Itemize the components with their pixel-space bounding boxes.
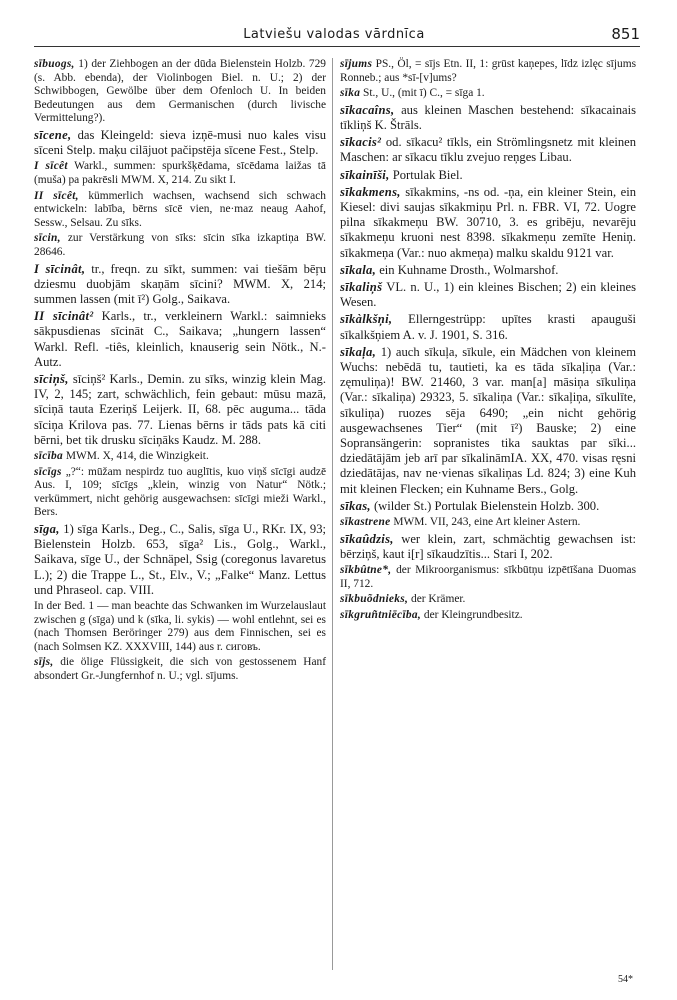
entry-headword: sīkaļa, (340, 344, 377, 359)
entry-headword: sīkbûtne*, (340, 564, 392, 577)
entry-definition: zur Verstärkung von sīks: sīcin sīka izkaptiņa BW. 28646. (34, 232, 326, 258)
entry-headword: sīcīgs (34, 465, 62, 478)
entry-definition: der Krämer. (408, 593, 466, 606)
dictionary-entry (340, 58, 636, 85)
dictionary-entry (34, 262, 326, 308)
entry-definition: das Kleingeld: sieva izņē-musi nuo kales visu sīceni Stelp. maķu cilājuot pačipstēja sīcene Fest., Stelp. (34, 127, 326, 158)
entry-definition: der Kleingrundbesitz. (421, 608, 523, 621)
left-column (34, 58, 326, 686)
entry-headword: sīkaliņš (340, 280, 383, 295)
header-rule (34, 46, 640, 47)
entry-headword: sījs, (34, 656, 54, 669)
entry-headword: sīkàlkšņi, (340, 312, 393, 327)
dictionary-entry (340, 345, 636, 497)
dictionary-entry (340, 103, 636, 133)
dictionary-entry (34, 309, 326, 370)
dictionary-entry (34, 232, 326, 259)
entry-definition: In der Bed. 1 — man beachte das Schwanken im Wurzelauslaut zwischen g (sīga) und k (sīka, li. sykis) — wohl entlehnt, sei es (nach Thomsen Beröringer 279) aus dem Finnischen, sei es (nach Solmsen KZ. XXXVIII, 144) aus r. сиговъ. (34, 599, 326, 653)
dictionary-entry (340, 609, 636, 623)
entry-headword: sīkacis² (340, 135, 382, 150)
right-column (340, 58, 636, 624)
entry-definition: Warkl., summen: spurkšķēdama, sīcēdama laižas tā (muša) pa pakrēsli MWM. X, 214. Zu sikt I. (34, 160, 326, 186)
dictionary-entry (34, 58, 326, 126)
entry-definition: 1) auch sīkuļa, sīkule, ein Mädchen von kleinem Wuchs: nebēdā tu, tautieti, ka es tāda sīkaļiņa (Var.: zęmuliņa)! BW. 21460, 3 var. man[a] māsiņa sīkuliņa (Var.: sīkaliņa) 29323, 5. sīkaliņa (Var.: sīkaļiņa, sīkulīte, sīkuliņa) ruozes sēja 6490; „ein nicht gehörig ausgewachsenes Tier“ (mit ī²) Bauske; 2) eine Sopransängerin: sopranistes tika sauktas par sīki... dziedātājām jeb arī par sīkalināmIA. XX, 470. visas ręsni dziedātājas, nav ne·vienas sīkaliņas Ld. 824; 3) eine Kuh mit kleinen Flecken; ein Kuhname Bers., Golg. (340, 344, 636, 496)
dictionary-entry (34, 466, 326, 520)
dictionary-entry (34, 160, 326, 187)
entry-definition: „?“: mūžam nespirdz tuo auglītis, kuo viņš sīcīgi audzē Aus. I, 109; sīcīgs „klein, winzig von Natur“ Nötk.; verkümmert, nicht gehörig ausgewachsen: sīcīgi mieži Warkl., Bers. (34, 465, 326, 519)
dictionary-entry (340, 499, 636, 514)
entry-definition: sīciņš² Karls., Demin. zu sīks, winzig klein Mag. IV, 2, 145; zart, schwächlich, fein gebaut: mūsu mazā, sīciņā tauta Ezeriņš Leijerk. II, 68. pēc auguma... tāda sīciņa Krilova pas. 77. Lienas bērns ir tāds pats kā citi bērni, bet tik drusku sīciņāks Kaudz. M. 288. (34, 371, 326, 447)
entry-headword: I sīcêt (34, 160, 68, 173)
dictionary-entry (34, 128, 326, 158)
column-divider (332, 58, 333, 970)
entry-definition: (wilder St.) Portulak Bielenstein Holzb. 300. (370, 498, 600, 513)
entry-headword: sījums (340, 58, 373, 70)
entry-headword: sīkastrene (340, 516, 391, 529)
entry-definition: aus kleinen Maschen bestehend: sīkacainais tīkliņš K. Štrāls. (340, 102, 636, 132)
page-number: 851 (611, 25, 640, 43)
entry-definition: od. sīkacu² tīkls, ein Strömlingsnetz mit kleinen Maschen: ar sīkacu tīklu zvejuo reņges Libau. (340, 135, 636, 165)
dictionary-entry (34, 190, 326, 231)
dictionary-entry (340, 263, 636, 278)
dictionary-entry (34, 522, 326, 598)
entry-definition: ein Kuhname Drosth., Wolmarshof. (376, 262, 559, 277)
dictionary-entry (34, 450, 326, 464)
dictionary-entry (340, 135, 636, 165)
dictionary-entry (34, 600, 326, 654)
entry-definition: 1) der Ziehbogen an der dūda Bielenstein Holzb. 729 (s. Abb. ebenda), der Violinbogen Biel. n. U.; 2) der Schwibbogen, Gewölbe über dem Ofenloch U. In beiden Bedeutungen aus dem Germanischen (durch livische Vermittelung?). (34, 58, 326, 125)
dictionary-entry (340, 312, 636, 342)
entry-headword: sīkakmens, (340, 184, 401, 199)
dictionary-entry (34, 372, 326, 448)
entry-headword: sīkgruñtniēcība, (340, 608, 422, 621)
entry-definition: Portulak Biel. (389, 167, 463, 182)
entry-headword: sīkbuõdnieks, (340, 593, 409, 606)
entry-definition: PS., Öl, = sījs Etn. II, 1: grūst kaņepes, līdz izlęc sījums Ronneb.; aus *sī-[v]ums? (340, 58, 636, 84)
running-title: Latviešu valodas vārdnīca (243, 27, 425, 42)
entry-definition: 1) sīga Karls., Deg., C., Salis, sīga U., RKr. IX, 93; Bielenstein Holzb. 653, sīga² Lis., Golg., Warkl., Saikava, sīge U., der Schnäpel, Ssig (coregonus lavaretus L.); 2) die Trappe L., St., Elv., V.; „Falke“ Manz. Lettus und Phraseol. cap. VIII. (34, 521, 326, 597)
entry-definition: Ellerngestrüpp: upītes krasti apauguši sīkalkšņiem A. v. J. 1901, S. 316. (340, 312, 636, 342)
entry-headword: II sīcêt, (34, 189, 79, 202)
entry-headword: sīga, (34, 521, 60, 536)
entry-headword: sīkas, (340, 498, 371, 513)
signature-mark: 54* (618, 974, 633, 985)
entry-headword: sīcin, (34, 232, 61, 245)
entry-headword: sībuogs, (34, 58, 75, 70)
entry-headword: sīkainīši, (340, 167, 390, 182)
entry-definition: sīkakmins, -ns od. -ņa, ein kleiner Stein, ein Kiesel: divi saujas sīkakmiņu Prl. n. FBR. VI, 72. Uogre pilna sīkakmeņu BW. 30710, 3. es gribēju, nevarēju sīkakmeņu kruoni nest 8398. sīkakmeņu zemīte Heniņ. sīkakmeņa (Var.: nuo akmeņa) malku skaldu 9121 var. (340, 184, 636, 260)
entry-headword: I sīcinât, (34, 261, 86, 276)
entry-definition: Karls., tr., verkleinern Warkl.: saimnieks sākpusdienas sīcināt C., Saikava; „hungern lassen“ Warkl. Refl. -tiês, kleinlich, knauserig sein Nötk., N.-Autz. (34, 309, 326, 369)
entry-headword: sīka (340, 87, 361, 100)
entry-headword: sīciņš, (34, 371, 69, 386)
dictionary-entry (340, 593, 636, 607)
entry-headword: sīkala, (340, 262, 377, 277)
dictionary-entry (340, 168, 636, 183)
entry-headword: sīkacaîns, (340, 102, 395, 117)
dictionary-entry (340, 87, 636, 101)
entry-definition: MWM. X, 414, die Winzigkeit. (63, 449, 209, 462)
entry-definition: St., U., (mit ī) C., = sīga 1. (360, 87, 485, 100)
entry-definition: wer klein, zart, schmächtig gewachsen ist: bērziņš, kaut i[r] sīkaudzītis... Stari I, 202. (340, 531, 636, 561)
entry-definition: VL. n. U., 1) ein kleines Bischen; 2) ein kleines Wesen. (340, 280, 636, 310)
entry-definition: die ölige Flüssigkeit, die sich von gestossenem Hanf absondert Gr.-Jungfernhof n. U.; vgl. sījums. (34, 656, 326, 682)
entry-definition: tr., freqn. zu sīkt, summen: vai tiešām bēŗu dziesmu duobjām skaņām sīcini? MWM. X, 214; summen lassen (mit ī²) Golg., Saikava. (34, 261, 326, 306)
dictionary-entry (34, 656, 326, 683)
entry-headword: II sīcinât² (34, 309, 94, 324)
entry-definition: der Mikroorganismus: sīkbūtņu izpētīšana Duomas II, 712. (340, 564, 636, 590)
page-header (34, 22, 640, 48)
dictionary-entry (340, 280, 636, 310)
entry-headword: sīcība (34, 449, 64, 462)
entry-definition: MWM. VII, 243, eine Art kleiner Astern. (390, 516, 581, 529)
entry-headword: sīkaûdzis, (340, 531, 394, 546)
entry-headword: sīcene, (34, 127, 72, 142)
dictionary-entry (340, 532, 636, 562)
dictionary-entry (340, 185, 636, 261)
entry-definition: kümmerlich wachsen, wachsend sich schwach entwickeln: labība, bērns sīcē vien, ne·maz neaug Aahof, Sessw., Selsau. Zu sīks. (34, 189, 326, 229)
dictionary-entry (340, 516, 636, 530)
dictionary-entry (340, 564, 636, 591)
